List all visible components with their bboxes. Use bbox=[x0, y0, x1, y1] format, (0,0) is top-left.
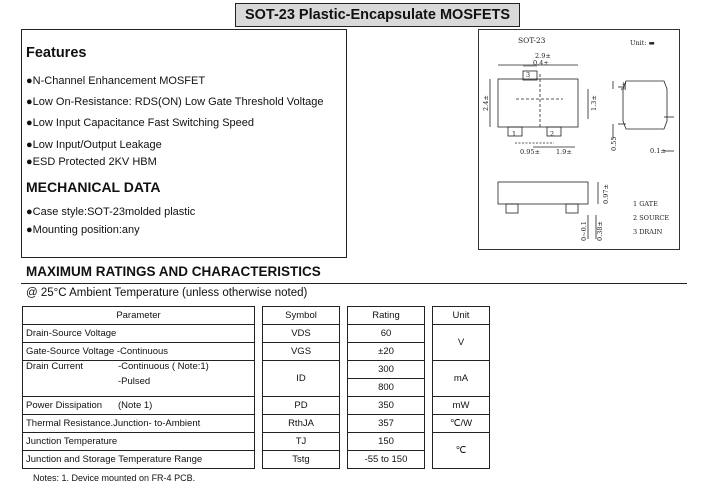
table-row bbox=[23, 415, 490, 433]
section-divider bbox=[21, 283, 687, 284]
feature-item: ●Low On-Resistance: RDS(ON) Low Gate Threshold Voltage bbox=[26, 96, 324, 108]
param-cell: Drain-Source Voltage bbox=[23, 325, 255, 343]
mechanical-item: ●Case style:SOT-23molded plastic bbox=[26, 206, 196, 218]
ratings-heading: MAXIMUM RATINGS AND CHARACTERISTICS bbox=[26, 264, 321, 279]
svg-text:3: 3 bbox=[526, 71, 531, 79]
svg-text:0.38±: 0.38± bbox=[596, 221, 604, 241]
header-rating: Rating bbox=[348, 307, 425, 325]
rating-cell: 150 bbox=[348, 433, 425, 451]
svg-text:2: 2 bbox=[550, 130, 555, 138]
unit-cell: V bbox=[433, 325, 490, 361]
feature-item: ●N-Channel Enhancement MOSFET bbox=[26, 75, 206, 87]
symbol-cell: RthJA bbox=[263, 415, 340, 433]
table-header-row bbox=[23, 307, 490, 325]
table-row bbox=[23, 343, 490, 361]
unit-cell: ℃ bbox=[433, 433, 490, 469]
svg-text:Unit: ▬: Unit: ▬ bbox=[630, 39, 655, 47]
rating-cell: 350 bbox=[348, 397, 425, 415]
svg-text:0.97±: 0.97± bbox=[602, 184, 610, 204]
page-title: SOT-23 Plastic-Encapsulate MOSFETS bbox=[235, 3, 520, 27]
svg-text:0.95±: 0.95± bbox=[520, 148, 540, 156]
sot23-outline-drawing bbox=[478, 29, 678, 248]
symbol-cell: ID bbox=[263, 361, 340, 397]
svg-text:1.9±: 1.9± bbox=[556, 148, 572, 156]
svg-text:0.4±: 0.4± bbox=[533, 59, 549, 67]
symbol-cell: VGS bbox=[263, 343, 340, 361]
symbol-cell: PD bbox=[263, 397, 340, 415]
svg-text:1 GATE: 1 GATE bbox=[633, 200, 658, 208]
param-cell: Thermal Resistance.Junction- to-Ambient bbox=[23, 415, 255, 433]
param-cell: Drain Current -Continuous ( Note:1) -Pulsed bbox=[23, 361, 255, 397]
rating-cell: 800 bbox=[348, 379, 425, 397]
table-row bbox=[23, 325, 490, 343]
table-row bbox=[23, 361, 490, 379]
param-cell: Junction and Storage Temperature Range bbox=[23, 451, 255, 469]
param-cell: Power Dissipation (Note 1) bbox=[23, 397, 255, 415]
rating-cell: 300 bbox=[348, 361, 425, 379]
svg-text:0.1±: 0.1± bbox=[650, 147, 666, 155]
feature-item: ●Low Input Capacitance Fast Switching Speed bbox=[26, 117, 255, 129]
header-parameter: Parameter bbox=[23, 307, 255, 325]
table-row bbox=[23, 397, 490, 415]
feature-item: ●ESD Protected 2KV HBM bbox=[26, 156, 157, 168]
feature-item: ●Low Input/Output Leakage bbox=[26, 139, 162, 151]
svg-text:2.9±: 2.9± bbox=[535, 52, 551, 60]
header-unit: Unit bbox=[433, 307, 490, 325]
rating-cell: -55 to 150 bbox=[348, 451, 425, 469]
unit-cell: ℃/W bbox=[433, 415, 490, 433]
svg-text:2 SOURCE: 2 SOURCE bbox=[633, 214, 670, 222]
unit-cell: mW bbox=[433, 397, 490, 415]
rating-cell: ±20 bbox=[348, 343, 425, 361]
symbol-cell: Tstg bbox=[263, 451, 340, 469]
ratings-table bbox=[22, 306, 490, 469]
header-symbol: Symbol bbox=[263, 307, 340, 325]
svg-text:0~0.1: 0~0.1 bbox=[580, 221, 588, 241]
param-cell: Junction Temperature bbox=[23, 433, 255, 451]
svg-text:1.3±: 1.3± bbox=[590, 95, 598, 111]
features-heading: Features bbox=[26, 45, 87, 61]
table-notes: Notes: 1. Device mounted on FR-4 PCB. bbox=[33, 473, 196, 483]
ambient-note: @ 25°C Ambient Temperature (unless otherwise noted) bbox=[26, 287, 308, 299]
svg-text:1±: 1± bbox=[620, 81, 628, 91]
svg-text:3 DRAIN: 3 DRAIN bbox=[633, 228, 663, 236]
symbol-cell: VDS bbox=[263, 325, 340, 343]
unit-cell: mA bbox=[433, 361, 490, 397]
table-row bbox=[23, 433, 490, 451]
svg-text:SOT-23: SOT-23 bbox=[518, 36, 546, 45]
svg-text:1: 1 bbox=[512, 130, 517, 138]
mechanical-item: ●Mounting position:any bbox=[26, 224, 140, 236]
symbol-cell: TJ bbox=[263, 433, 340, 451]
svg-text:2.4±: 2.4± bbox=[482, 95, 490, 111]
mechanical-heading: MECHANICAL DATA bbox=[26, 179, 161, 195]
param-cell: Gate-Source Voltage -Continuous bbox=[23, 343, 255, 361]
svg-text:0.55: 0.55 bbox=[610, 136, 618, 151]
rating-cell: 357 bbox=[348, 415, 425, 433]
rating-cell: 60 bbox=[348, 325, 425, 343]
table-row bbox=[23, 451, 490, 469]
